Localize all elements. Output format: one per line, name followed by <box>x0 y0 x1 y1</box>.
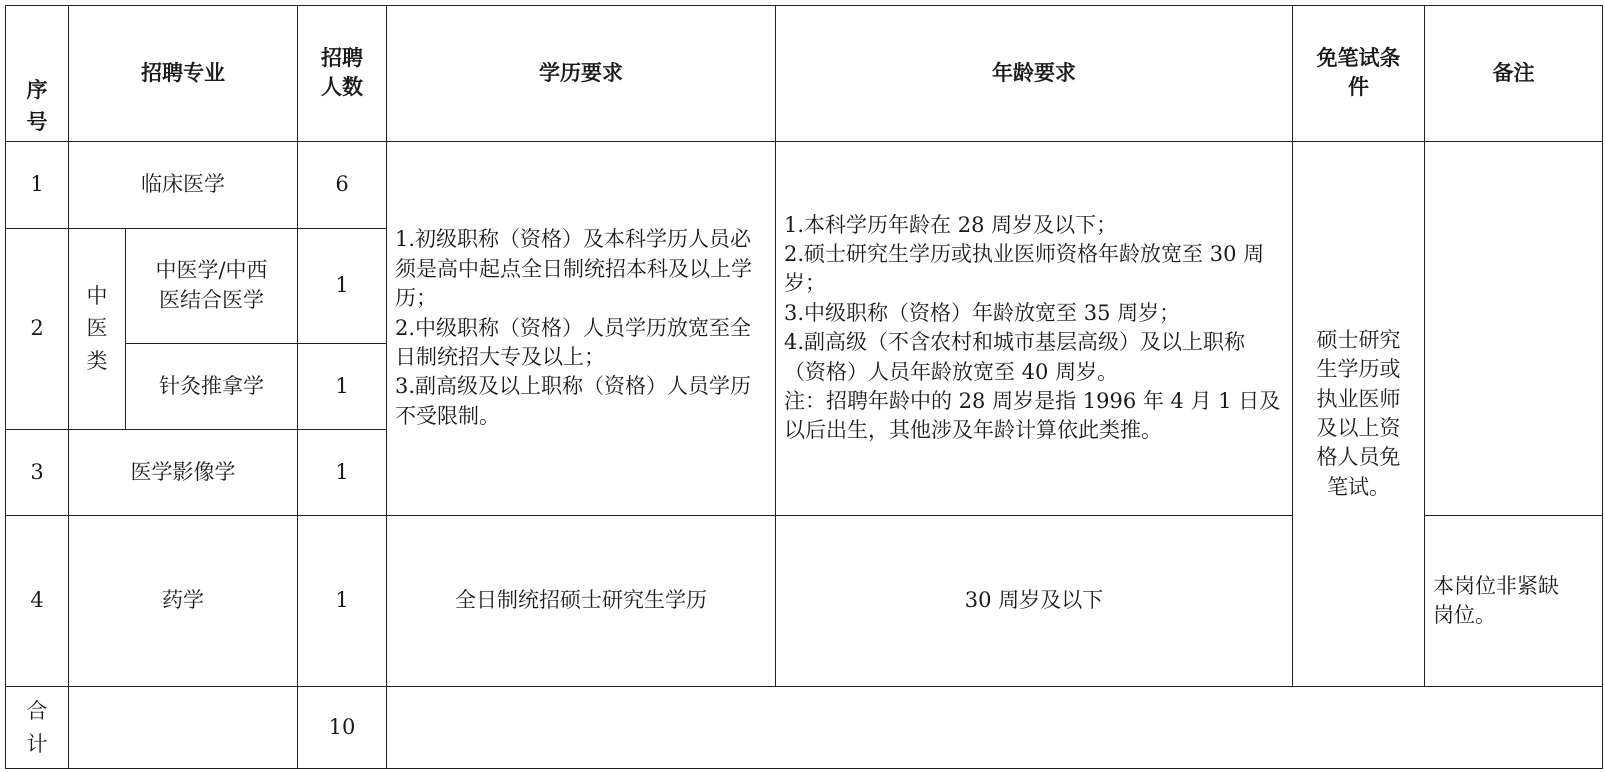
major-cell: 临床医学 <box>69 141 298 228</box>
major-cell: 药学 <box>69 515 298 687</box>
remark-cell: 本岗位非紧缺岗位。 <box>1425 515 1603 687</box>
count-cell: 6 <box>298 141 387 228</box>
count-cell: 1 <box>298 228 387 343</box>
seq-cell: 4 <box>6 515 69 687</box>
header-remark: 备注 <box>1425 6 1603 142</box>
seq-cell: 3 <box>6 429 69 515</box>
seq-cell: 2 <box>6 228 69 429</box>
education-cell: 全日制统招硕士研究生学历 <box>387 515 776 687</box>
header-education: 学历要求 <box>387 6 776 142</box>
count-cell: 1 <box>298 515 387 687</box>
header-exempt: 免笔试条件 <box>1293 6 1425 142</box>
header-age: 年龄要求 <box>776 6 1293 142</box>
count-cell: 1 <box>298 429 387 515</box>
remark-cell-empty <box>1425 141 1603 515</box>
age-cell: 30 周岁及以下 <box>776 515 1293 687</box>
total-empty-cell <box>69 687 298 769</box>
total-label: 合计 <box>6 687 69 769</box>
education-requirement: 1.初级职称（资格）及本科学历人员必须是高中起点全日制统招本科及以上学历； 2.中级职称（资格）人员学历放宽至全日制统招大专及以上； 3.副高级及以上职称（资格）人员学历不受限制。 <box>387 141 776 515</box>
header-major: 招聘专业 <box>69 6 298 142</box>
recruitment-table <box>5 5 1603 769</box>
major-cell: 中医学/中西医结合医学 <box>126 228 298 343</box>
header-seq: 序号 <box>6 6 69 142</box>
table-row <box>6 141 1603 228</box>
header-row <box>6 6 1603 142</box>
seq-cell: 1 <box>6 141 69 228</box>
total-count: 10 <box>298 687 387 769</box>
exempt-condition: 硕士研究生学历或执业医师及以上资格人员免笔试。 <box>1293 141 1425 686</box>
total-blank-cell <box>387 687 1603 769</box>
count-cell: 1 <box>298 344 387 430</box>
age-requirement: 1.本科学历年龄在 28 周岁及以下； 2.硕士研究生学历或执业医师资格年龄放宽至 30 周岁； 3.中级职称（资格）年龄放宽至 35 周岁； 4.副高级（不含农村和城市基层高级）及以上职称（资格）人员年龄放宽至 40 周岁。 注：招聘年龄中的 28 周岁是指 1996 年 4 月 1 日及以后出生，其他涉及年龄计算依此类推。 <box>776 141 1293 515</box>
total-row <box>6 687 1603 769</box>
major-cell: 针灸推拿学 <box>126 344 298 430</box>
header-count: 招聘人数 <box>298 6 387 142</box>
category-cell: 中医类 <box>69 228 126 429</box>
major-cell: 医学影像学 <box>69 429 298 515</box>
